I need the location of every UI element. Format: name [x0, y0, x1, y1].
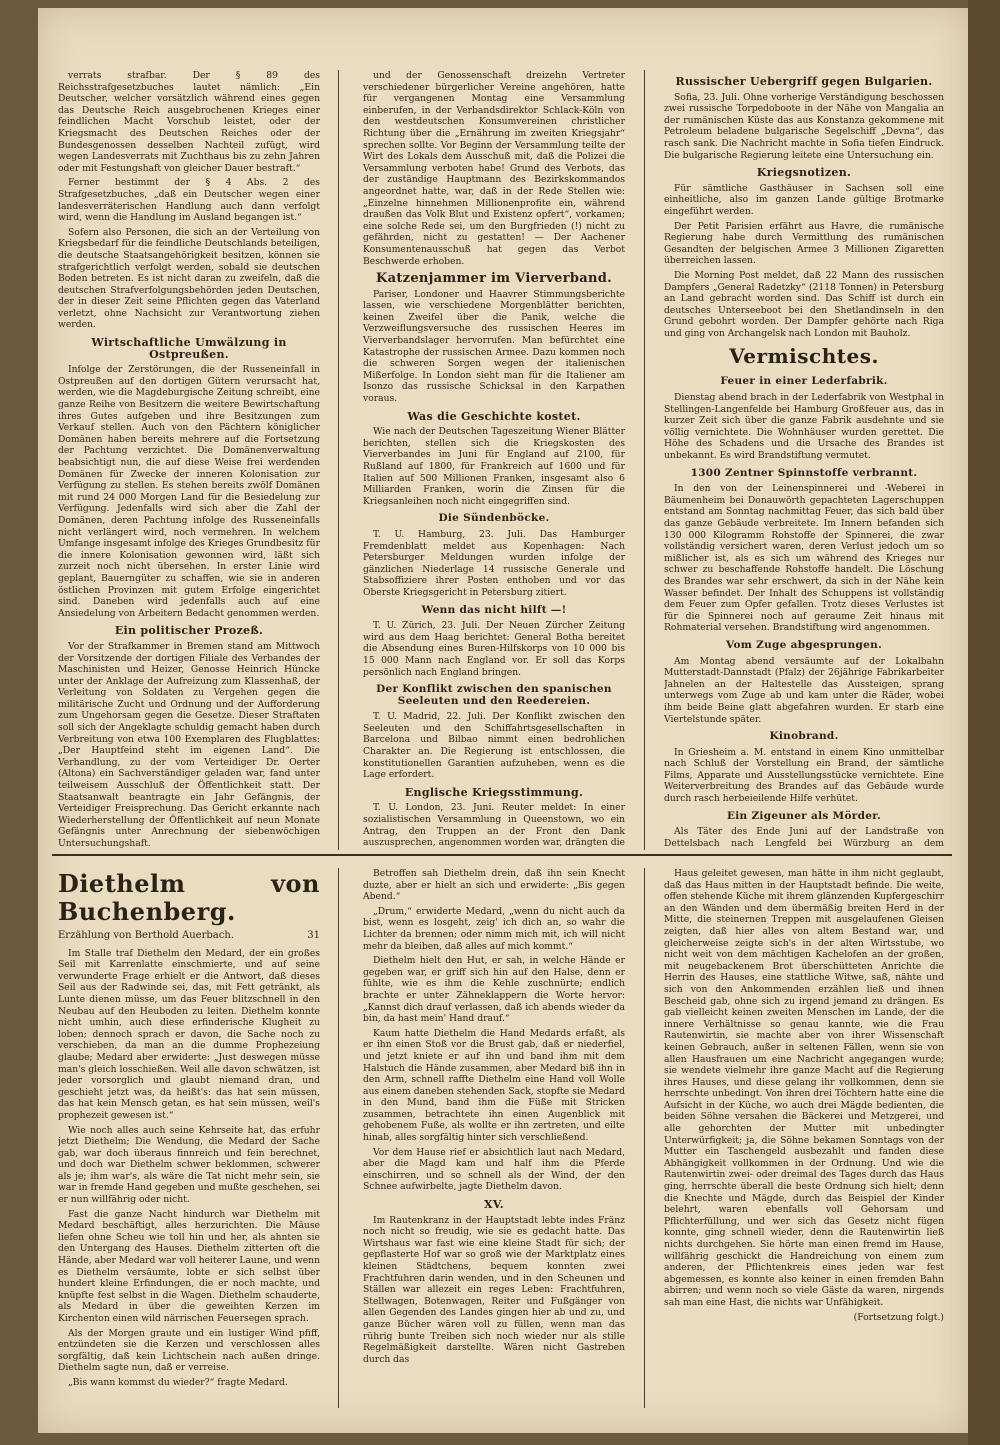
continued-note: (Fortsetzung folgt.) [853, 1311, 944, 1323]
paragraph: T. U. London, 23. Juni. Reuter meldet: In einer sozialistischen Versammlung in Queenstown, wo ein Antrag, den Truppen an der Front den Dank auszusprechen, angenommen worden war, drängten die [363, 802, 625, 849]
paragraph: Dienstag abend brach in der Lederfabrik von Westphal in Stellingen-Langenfelde bei Hamburg Großfeuer aus, das in kurzer Zeit sich über die ganze Fabrik ausdehnte und sie völlig vernichtete. Die Wohnhäuser wurden gerettet. Die Höhe des Schadens und die Ursache des Brandes ist unbekannt. Es wird Brandstiftung vermutet. [664, 392, 944, 462]
article-heading: 1300 Zentner Spinnstoffe verbrannt. [690, 466, 918, 479]
paragraph: In den von der Leinenspinnerei und -Weberei in Bäumenheim bei Donauwörth gepachteten Lagerschuppen entstand am Sonntag nachmittag Feuer, das sich bald über das ganze Gebäude verbreitete. Im Innern befanden sich 130 000 Kilogramm Rohstoffe der Spinnerei, die zwar vollständig versichert waren, deren Verlust jedoch um so mißlicher ist, als es sich um während des Krieges nur schwer zu beschaffende Rohstoffe handelt. Die Löschung des Brandes war sehr erschwert, da sich in der Nähe kein Wasser befindet. Der Inhalt des Schuppens ist vollständig dem Feuer zum Opfer gefallen. Trotz dieses Verlustes ist für die Spinnerei noch auf geraume Zeit hinaus mit Rohmaterial versehen. Brandstiftung wird angenommen. [664, 483, 944, 634]
article-heading: Was die Geschichte kostet. [407, 409, 581, 423]
paragraph: Sofia, 23. Juli. Ohne vorherige Verständigung beschossen zwei russische Torpedoboote in der Nähe von Mangalia an der rumänischen Küste das aus Konstanza gekommene mit Petroleum beladene bulgarische Segelschiff „Devna“, das rasch sank. Die Nachricht machte in Sofia tiefen Eindruck. Die bulgarische Regierung leitete eine Untersuchung ein. [664, 91, 944, 161]
column-divider [644, 868, 645, 1408]
serial-author: Erzählung von Berthold Auerbach. [58, 930, 234, 941]
article-heading: Feuer in einer Lederfabrik. [720, 375, 888, 388]
serial-number: 31 [307, 930, 320, 941]
news-column-3 [664, 70, 944, 850]
paragraph: T. U. Hamburg, 23. Juli. Das Hamburger Fremdenblatt meldet aus Kopenhagen: Nach Petersburger Meldungen wurden infolge der gänzlichen Niederlage 14 russische Generale und Stabsoffiziere ihrer Posten enthoben und vor das Oberste Kriegsgericht in Petersburg zitiert. [363, 528, 625, 598]
paragraph: Pariser, Londoner und Haavrer Stimmungsberichte lassen, wie verschiedene Morgenblätter berichten, keinen Zweifel über die Panik, welche die Verzweiflungsversuche des russischen Heeres im Vierverbandslager hervorrufen. Man befürchtet eine Katastrophe der russischen Armee. Dazu kommen noch die schweren Sorgen wegen der italienischen Mißerfolge. In London sieht man für die Italiener am Isonzo das russische Schicksal in den Karpathen voraus. [363, 288, 625, 405]
news-column-2 [363, 70, 625, 850]
serial-byline [58, 930, 320, 942]
chapter-number: XV. [484, 1198, 504, 1212]
article-heading: Wirtschaftliche Umwälzung in Ostpreußen. [91, 336, 287, 361]
paragraph: Als der Morgen graute und ein lustiger Wind pfiff, entzündeten sie die Kerzen und verschlossen alles sorgfältig, daß kein Lichtschein nach außen dringe. Diethelm sagte nun, daß er verreise. [58, 1327, 320, 1374]
paragraph: Im Stalle traf Diethelm den Medard, der ein großes Seil mit Karrenlatte einschmierte, und auf seine verwunderte Frage erhielt er die Antwort, daß dieses Seil aus der Radwinde sei, das, mit Fett getränkt, als Lunte dienen müsse, um das Feuer blitzschnell in den Neubau auf den Heuboden zu leiten. Diethelm konnte nicht umhin, auch diese erfinderische Klugheit zu loben; dennoch sprach er davon, die Sache noch zu verschieben, da man an die dumme Prophezeiung glaube; Medard aber erwiderte: „Just deswegen müsse man's gleich losschießen. Weil alle davon schwätzen, ist jeder vorsorglich und glaubt niemand dran, und geschieht jetzt was, da heißt's: das hat sein müssen, das hat kein Mensch getan, es hat sein müssen, weil's prophezeit gewesen ist.“ [58, 947, 320, 1121]
serial-title: Diethelm von Buchenberg. [58, 869, 320, 926]
article-heading: Englische Kriegsstimmung. [404, 785, 584, 799]
column-divider [338, 868, 339, 1408]
paragraph: In Griesheim a. M. entstand in einem Kino unmittelbar nach Schluß der Vorstellung ein Brand, der sämtliche Films, Apparate und Ausstellungsstücke vernichtete. Eine Weiterverbreitung des Brandes auf das Gebäude wurde durch rasch herbeieilende Hilfe verhütet. [664, 746, 944, 805]
paragraph: Wie nach der Deutschen Tageszeitung Wiener Blätter berichten, stellen sich die Kriegskosten des Vierverbandes im Juni für England auf 2100, für Rußland auf 1800, für Frankreich auf 1600 und für Italien auf 500 Millionen Franken, insgesamt also 6 Milliarden Franken, worin die Zinsen für die Kriegsanleihen noch nicht eingegriffen sind. [363, 426, 625, 507]
paragraph: Vor dem Hause rief er absichtlich laut nach Medard, aber die Magd kam und half ihm die Pferde einschirren, und so schnell als der Wind, der den Schnee aufwirbelte, jagte Diethelm davon. [363, 1146, 625, 1193]
book-edge [968, 0, 1000, 1445]
article-heading: Ein Zigeuner als Mörder. [726, 809, 882, 822]
paragraph: Kaum hatte Diethelm die Hand Medards erfaßt, als er ihn einen Stoß vor die Brust gab, daß er niederfiel, und jetzt kniete er auf ihn und band ihm mit dem Halstuch die Hände zusammen, aber Medard biß ihn in den Arm, schnell raffte Diethelm eine Hand voll Wolle aus einem daneben stehenden Sack, stopfte sie Medard in den Mund, band ihm die Füße mit Stricken zusammen, betrachtete ihn einen Augenblick mit gehobenem Fuße, als wollte er ihn zertreten, und eilte hinab, alles sorgfältig hinter sich verschließend. [363, 1027, 625, 1144]
paragraph: Am Montag abend versäumte auf der Lokalbahn Mutterstadt-Dannstadt (Pfalz) der 26jährige Fabrikarbeiter Jahnelen an der Haltestelle das Aussteigen, sprang unterwegs vom Zuge ab und kam unter die Räder, wobei ihm beide Beine glatt abgefahren wurden. Er starb eine Viertelstunde später. [664, 655, 944, 725]
article-heading: Kriegsnotizen. [756, 166, 852, 180]
article-heading: Der Konflikt zwischen den spanischen Seeleuten und den Reedereien. [376, 683, 612, 707]
paragraph: T. U. Zürich, 23. Juli. Der Neuen Zürcher Zeitung wird aus dem Haag berichtet: General Botha bereitet die Absendung eines Buren-Hilfskorps von 10 000 bis 15 000 Mann nach England vor. Er soll das Korps persönlich nach England bringen. [363, 620, 625, 678]
serial-column-3 [664, 868, 944, 1408]
paragraph: verrats strafbar. Der § 89 des Reichsstrafgesetzbuches lautet nämlich: „Ein Deutscher, welcher vorsätzlich während eines gegen das Deutsche Reich ausgebrochenen Krieges einer feindlichen Macht Vorschub leistet, oder der Kriegsmacht des Deutschen Reiches oder der Bundesgenossen desselben Nachteil zufügt, wird wegen Landesverrats mit Zuchthaus bis zu zehn Jahren oder mit Festungshaft von gleicher Dauer bestraft.“ [58, 70, 320, 174]
paragraph: Die Morning Post meldet, daß 22 Mann des russischen Dampfers „General Radetzky“ (2118 Tonnen) in Petersburg an Land gebracht worden sind. Das Schiff ist durch ein deutsches Unterseeboot bei den Shetlandinseln in den Grund gebohrt worden. Der Dampfer gehörte nach Riga und ging von Archangelsk nach London mit Bauholz. [664, 269, 944, 339]
serial-column-2 [363, 868, 625, 1408]
paragraph: Im Rautenkranz in der Hauptstadt lebte indes Fränz noch nicht so freudig, wie sie es gedacht hatte. Das Wirtshaus war fast wie eine kleine Stadt für sich; der gepflasterte Hof war so groß wie der Marktplatz eines kleinen Städtchens, bequem konnten zwei Frachtfuhren darin wenden, und in den Scheunen und Ställen war allezeit ein reges Leben: Frachtfuhren, Stellwagen, Botenwagen, Reiter und Fußgänger von allen Gegenden des Landes gingen hier ab und zu, und ganze Bücher wären voll zu füllen, wenn man das rührig bunte Treiben sich noch wieder nur als stille Regelmäßigkeit darstellte. Wären nicht Gastreben durch das [363, 1214, 625, 1365]
paragraph: „Bis wann kommst du wieder?“ fragte Medard. [68, 1376, 288, 1388]
paragraph: Wie noch alles auch seine Kehrseite hat, das erfuhr jetzt Diethelm; Die Wendung, die Medard der Sache gab, war doch überaus finnreich und fein berechnet, und doch war Diethelm schwer beklommen, schwerer als je; ihm war's, als wäre die Tat nicht mehr sein, sie war in fremde Hand gegeben und mußte geschehen, sei er nun willfährig oder nicht. [58, 1124, 320, 1206]
news-column-1 [58, 70, 320, 850]
paragraph: Für sämtliche Gasthäuser in Sachsen soll eine einheitliche, also im ganzen Lande gültige Brotmarke eingeführt werden. [664, 182, 944, 217]
column-divider [338, 70, 339, 850]
paragraph: Sofern also Personen, die sich an der Verteilung von Kriegsbedarf für die feindliche Deutschlands beteiligen, die deutsche Staatsangehörigkeit besitzen, können sie strafgerichtlich verfolgt werden, sobald sie deutschen Boden betreten. Es ist nicht daran zu zweifeln, daß die deutschen Strafverfolgungsbehörden jeden Deutschen, der in dieser Zeit seine Pflichten gegen das Vaterland verletzt, ohne Nachsicht zur Verantwortung ziehen werden. [58, 226, 320, 331]
article-heading: Vom Zuge abgesprungen. [725, 638, 883, 651]
article-heading: Katzenjammer im Vierverband. [376, 271, 612, 287]
paragraph: Vor der Strafkammer in Bremen stand am Mittwoch der Vorsitzende der dortigen Filiale des Verbandes der Maschinisten und Heizer, Genosse Heinrich Hüncke unter der Anklage der Aufreizung zum Klassenhaß, der Verleitung von Soldaten zu Vergehen gegen die militärische Zucht und Ordnung und der Aufforderung zum Ungehorsam gegen die Gesetze. Dieser Straftaten soll sich der Angeklagte schuldig gemacht haben durch Verbreitung von etwa 100 Exemplaren des Flugblattes: „Der Hauptfeind steht im eigenen Land“. Die Verhandlung, zu der vom Verteidiger Dr. Oerter (Altona) ein Sachverständiger geladen war, fand unter teilweisem Ausschluß der Öffentlichkeit statt. Der Staatsanwalt beantragte ein Jahr Gefängnis, der Verteidiger Freisprechung. Das Gericht erkannte nach Wiederherstellung der Öffentlichkeit auf neun Monate Gefängnis unter Anrechnung der siebenwöchigen Untersuchungshaft. [58, 640, 320, 849]
paragraph: Als Täter des Ende Juni auf der Landstraße von Dettelsbach nach Lengfeld bei Würzburg an dem [664, 826, 944, 849]
paragraph: und der Genossenschaft dreizehn Vertreter verschiedener bürgerlicher Vereine angehören, hatte für vergangenen Montag eine Versammlung einberufen, in der Verbandsdirektor Schlack-Köln von den westdeutschen Konsumvereinen christlicher Richtung über die „Ernährung im zweiten Kriegsjahr“ sprechen sollte. Vor Beginn der Versammlung teilte der Wirt des Lokals dem Ausschuß mit, daß die Polizei die Versammlung verboten habe! Grund des Verbots, das der zuständige Hauptmann des Bezirkskommandos angeordnet hatte, war, daß in der Rede Stellen wie: „Einzelne hinnehmen Millionenprofite ein, während draußen das Volk Blut und Existenz opfert“, vorkamen; eine solche Rede sei, um den Burgfrieden (!) nicht zu gefährden, nicht zu gestatten! — Der Aachener Konsumentenausschuß hat gegen das Verbot Beschwerde erhoben. [363, 70, 625, 267]
paragraph: „Drum,“ erwiderte Medard, „wenn du nicht auch da bist, wenn es losgeht, zeig' ich dich an, so wahr die Lichter da brennen; oder nimm mich mit, ich will nicht mehr da bleiben, daß alles auf mich kommt.“ [363, 905, 625, 952]
section-divider [52, 854, 952, 856]
paragraph: Der Petit Parisien erfährt aus Havre, die rumänische Regierung habe durch Vermittlung des rumänischen Gesandten der belgischen Armee 3 Millionen Zigaretten überreichen lassen. [664, 220, 944, 267]
paragraph: Betroffen sah Diethelm drein, daß ihn sein Knecht duzte, aber er hielt an sich und erwiderte: „Bis gegen Abend.“ [363, 868, 625, 903]
section-title: Vermischtes. [729, 344, 879, 369]
paragraph: Ferner bestimmt der § 4 Abs. 2 des Strafgesetzbuches, „daß ein Deutscher wegen einer landesverräterischen Handlung auch dann verfolgt wird, wenn die Handlung im Ausland begangen ist.“ [58, 177, 320, 224]
article-heading: Kinobrand. [769, 730, 839, 743]
paragraph: T. U. Madrid, 22. Juli. Der Konflikt zwischen den Seeleuten und den Schiffahrtsgesellschaften in Barcelona und Bilbao nimmt einen bedrohlichen Charakter an. Die Regierung ist entschlossen, die konstitutionellen Garantien aufzuheben, wenn es die Lage erfordert. [363, 711, 625, 781]
paragraph: Infolge der Zerstörungen, die der Russeneinfall in Ostpreußen auf den dortigen Gütern verursacht hat, werden, wie die Magdeburgische Zeitung schreibt, eine ganze Reihe von Besitzern die weitere Bewirtschaftung ihres Gutes aufgeben und ihre Besitzungen zum Verkauf stellen. Auch von den Pächtern königlicher Domänen haben bereits mehrere auf die Fortsetzung der Pachtung verzichtet. Die Domänenverwaltung beabsichtigt nun, die auf diese Weise frei werdenden Domänen für Zwecke der inneren Kolonisation zur Verfügung zu stellen. Es stehen bereits zwölf Domänen mit rund 24 000 Morgen Land für die Besiedelung zur Verfügung. Jedenfalls wird sich aber die Zahl der Domänen, deren Pachtung infolge des Russeneinfalls nicht verlängert wird, noch vermehren. In welchem Umfange insgesamt infolge des Krieges Grundbesitz für die innere Kolonisation gewonnen wird, läßt sich zurzeit noch nicht übersehen. In erster Linie wird geplant, Bauerngüter zu schaffen, wie sie in anderen östlichen Provinzen mit gutem Erfolge eingerichtet sind. Daneben wird jedenfalls auch auf eine Ansiedelung von Arbeitern Bedacht genommen werden. [58, 364, 320, 619]
paragraph: Fast die ganze Nacht hindurch war Diethelm mit Medard beschäftigt, alles herzurichten. Die Mäuse liefen ohne Scheu wie toll hin und her, als ahnten sie den Untergang des Hauses. Diethelm zitterten oft die Hände, aber Medard war voll heiterer Laune, und wenn es Diethelm versäumte, lobte er sich selbst über hundert kleine Erfindungen, die er noch machte, und knüpfte fest selbst in die Wagen. Diethelm schauderte, als Medard in über die geweihten Kerzen im Kirchenton einen wild närrischen Feuersegen sprach. [58, 1208, 320, 1324]
article-heading: Die Sündenböcke. [438, 512, 550, 525]
paragraph: Diethelm hielt den Hut, er sah, in welche Hände er gegeben war, er griff sich hin auf den Halse, denn er fühlte, wie es ihm die Kehle zuschnürte; endlich brachte er unter Zähneklappern die Worte hervor: „Kannst dich drauf verlassen, daß ich abends wieder da bin, da hast mein' Hand drauf.“ [363, 955, 625, 1025]
article-heading: Wenn das nicht hilft —! [421, 603, 567, 616]
article-heading: Ein politischer Prozeß. [114, 624, 264, 638]
serial-column-1 [58, 868, 320, 1408]
column-divider [644, 70, 645, 850]
newspaper-page [38, 8, 968, 1433]
article-heading: Russischer Uebergriff gegen Bulgarien. [675, 75, 933, 88]
paragraph: Haus geleitet gewesen, man hätte in ihm nicht geglaubt, daß das Haus mitten in der Hauptstadt befinde. Die weite, offen stehende Küche mit ihrem glänzenden Kupfergeschirr an den Wänden und dem übermäßig breiten Herd in der Mitte, die steinernen Treppen mit ausgelaufenen Gleisen zeigten, daß hier alles von altem Bestand war, und gleicherweise zeigte sich's in der alten Wirtsstube, wo nicht weit von dem mächtigen Kachelofen an der großen, mit neugebackenem Brot überschütteten Anrichte die Herrin des Hauses, eine stattliche Witwe, saß, nähte und sich von den Ankommenden erzählen ließ und ihnen Bescheid gab, ohne sich zu irgend jemand zu drängen. Es gab vielleicht keinen zweiten Menschen im Lande, der die innere Verhältnisse so genau kannte, wie die Frau Rautenwirtin, sie machte aber von ihrer Wissenschaft keinen Gebrauch, außer in seltenen Fällen, wenn sie von allen Hausfrauen um eine Nachricht angegangen wurde; sie wendete vielmehr ihre ganze Macht auf die Regierung ihres Hauses, und diese gelang ihr vollkommen, denn sie herrschte unbedingt. Von ihren drei Töchtern hatte eine die Aufsicht in der Küche, wo auch drei Mägde bedienten, die beiden Söhne versahen die Bäckerei und Metzgerei, und alle gehorchten der Mutter mit unbedingter Unterwürfigkeit; ja, die Söhne bekamen Sonntags von der Mutter ein Taschengeld ausbezahlt und fanden diese Abhängigkeit vollkommen in der Ordnung. Und wie die Rautenwirtin zwei- oder dreimal des Tages durch das Haus ging, herrschte überall die beste Ordnung sich hielt; denn die Knechte und Mägde, durch das Beispiel der Kinder belehrt, waren ebenfalls voll Gehorsam und Pflichterfüllung, und wer sich das Gesetz nicht fügen konnte, ging schnell wieder, denn die Rautenwirtin ließ nichts durchgehen. Sie hörte man einen fremd im Hause, willfährig geschickt die Handreichung von einem zum anderen, der Pflichtenkreis eines jeden war fest abgemessen, es konnte also keiner in einen fremden Bahn abirren; und wenn noch so viele Gäste da waren, nirgends sah man eine Hast, die nichts war Unfähigkeit. [664, 868, 944, 1308]
